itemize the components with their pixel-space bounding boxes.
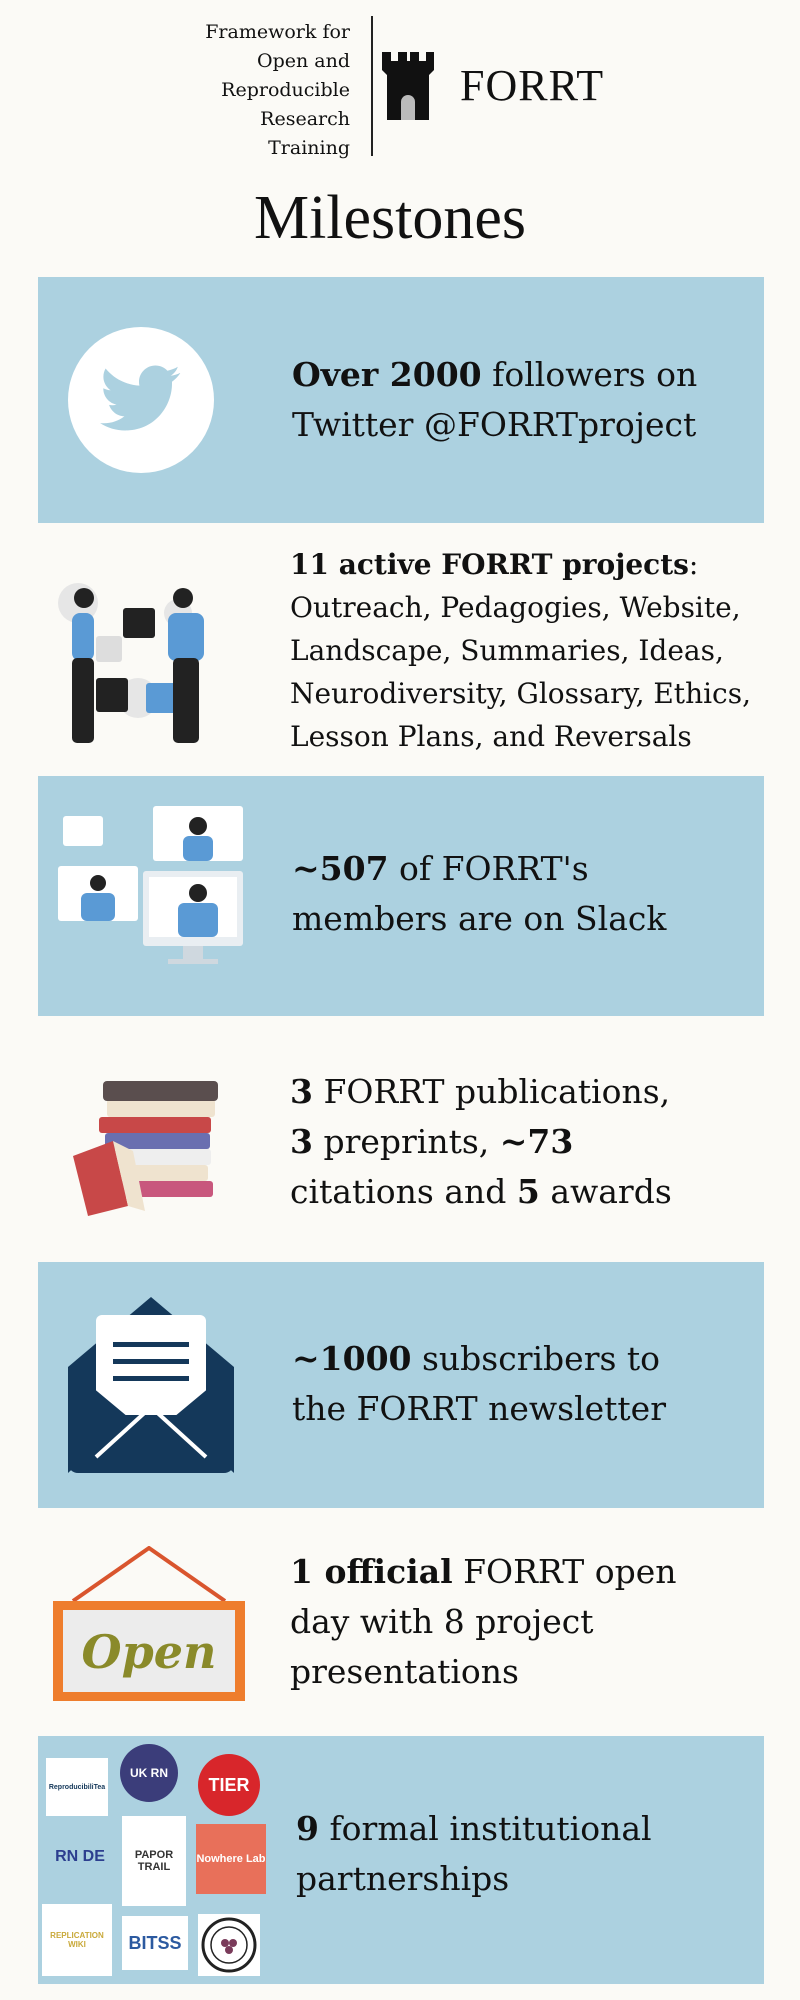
stat-text: preprints,: [312, 1122, 500, 1161]
stat-text: :: [688, 548, 699, 581]
slack-text: [292, 844, 666, 944]
project-list-line: Outreach, Pedagogies, Website,: [290, 591, 741, 624]
partnerships-text: [296, 1804, 652, 1904]
stat-text: awards: [539, 1172, 672, 1211]
partner-logo-grn: RN DE: [55, 1848, 105, 1865]
partner-logo-nowhere-lab: Nowhere Lab: [196, 1824, 266, 1894]
partner-logo-bitss: BITSS: [122, 1916, 188, 1970]
logo-text: FORRT: [460, 61, 605, 110]
stat-text: day with 8 project: [290, 1602, 594, 1641]
stat-text: of FORRT's: [388, 849, 589, 888]
stat-text: FORRT open: [452, 1552, 677, 1591]
stat-highlight: 9: [296, 1809, 319, 1848]
partner-logo-ukrn: UK RN: [120, 1744, 178, 1802]
projects-text: [290, 543, 751, 758]
envelope-icon: [68, 1297, 234, 1473]
stat-highlight: ~507: [292, 849, 389, 888]
stat-text: presentations: [290, 1652, 519, 1691]
stat-highlight: ~1000: [292, 1339, 412, 1378]
milestone-newsletter: [38, 1262, 764, 1508]
stat-text: citations and: [290, 1172, 517, 1211]
project-list-line: Lesson Plans, and Reversals: [290, 720, 692, 753]
castle-icon: [380, 50, 436, 122]
org-full-name: [170, 18, 350, 163]
partner-logo-seal: [198, 1914, 260, 1976]
seal-icon: [201, 1917, 257, 1973]
partner-logo-tier: TIER: [198, 1754, 260, 1816]
stat-text: the FORRT newsletter: [292, 1389, 666, 1428]
project-list-line: Landscape, Summaries, Ideas,: [290, 634, 724, 667]
stat-text: partnerships: [296, 1859, 510, 1898]
org-name-line: Open and: [257, 50, 350, 72]
org-name-line: Framework for: [205, 21, 350, 43]
partner-logo-replication-wiki: REPLICATION WIKI: [42, 1904, 112, 1976]
open-sign-icon: [53, 1546, 245, 1706]
partner-logo-reproducibilitea: ReproducibiliTea: [46, 1758, 108, 1816]
twitter-text: [292, 350, 697, 450]
puzzle-team-illustration: [48, 558, 228, 758]
publications-text: [290, 1067, 672, 1217]
org-name-line: Research: [260, 108, 350, 130]
stat-text: members are on Slack: [292, 899, 667, 938]
org-name-line: Reproducible: [221, 79, 350, 101]
milestone-twitter: [38, 277, 764, 523]
stat-highlight: 3: [290, 1072, 313, 1111]
page-title: Milestones: [253, 184, 527, 252]
open-sign-text: Open: [81, 1625, 217, 1679]
stat-highlight: 1 official: [290, 1552, 453, 1591]
stat-highlight: 11 active FORRT projects: [290, 548, 689, 581]
org-name-line: Training: [268, 137, 350, 159]
partner-logo-papor-trail: PAPOR TRAIL: [122, 1816, 186, 1906]
open-day-text: [290, 1547, 676, 1697]
milestone-open-day: [38, 1508, 764, 1736]
stat-text: subscribers to: [411, 1339, 661, 1378]
stat-highlight: 3: [290, 1122, 313, 1161]
stat-highlight: Over 2000: [292, 355, 482, 394]
milestone-projects: [38, 523, 764, 776]
video-call-illustration: [53, 801, 253, 976]
twitter-bird-icon: [68, 327, 214, 473]
stat-highlight: ~73: [499, 1122, 574, 1161]
header-divider: [371, 16, 373, 156]
newsletter-text: [292, 1334, 666, 1434]
header: [0, 0, 800, 170]
stat-text: Twitter @FORRTproject: [292, 405, 697, 444]
milestone-publications: [38, 1016, 764, 1262]
stat-text: followers on: [481, 355, 698, 394]
stat-highlight: 5: [516, 1172, 540, 1211]
book-stack-illustration: [73, 1061, 233, 1221]
stat-text: FORRT publications,: [312, 1072, 671, 1111]
stat-text: formal institutional: [318, 1809, 652, 1848]
project-list-line: Neurodiversity, Glossary, Ethics,: [290, 677, 752, 710]
milestone-slack: [38, 776, 764, 1016]
milestone-partnerships: [38, 1736, 764, 1984]
